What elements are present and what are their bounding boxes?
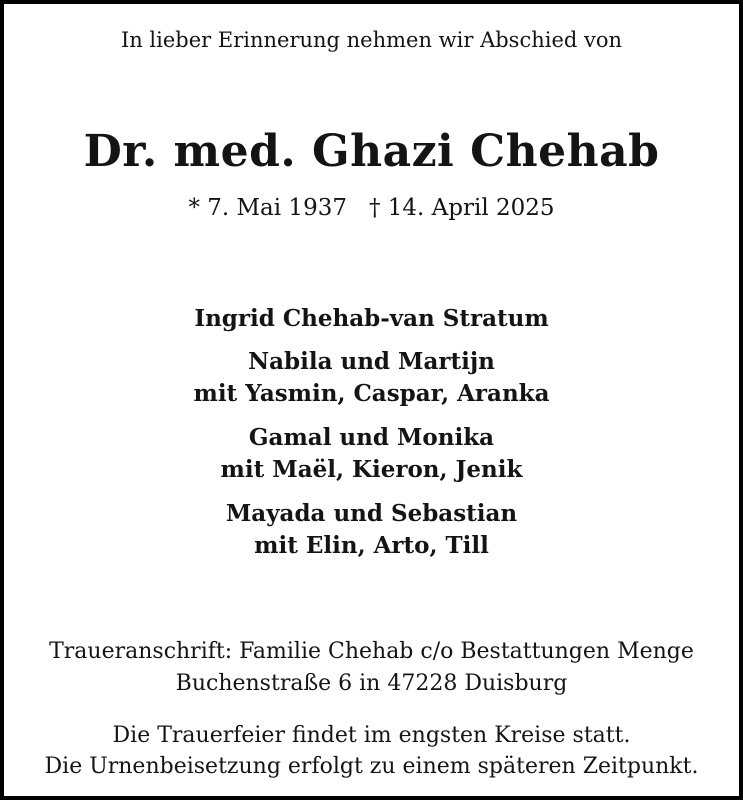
intro-text: In lieber Erinnerung nehmen wir Abschied von bbox=[120, 28, 623, 52]
mourning-address bbox=[4, 636, 739, 700]
funeral-info-line-2: Die Urnenbeisetzung erfolgt zu einem späteren Zeitpunkt. bbox=[44, 754, 699, 779]
family-group bbox=[4, 303, 739, 335]
intro-line bbox=[4, 27, 739, 53]
death-date: † 14. April 2025 bbox=[368, 195, 555, 221]
family-name-line: Ingrid Chehab-van Stratum bbox=[194, 305, 549, 332]
family-name-line: Mayada und Sebastian bbox=[225, 500, 518, 527]
mourning-address-line-2: Buchenstraße 6 in 47228 Duisburg bbox=[175, 671, 568, 696]
funeral-info-line-1: Die Trauerfeier findet im engsten Kreise statt. bbox=[112, 723, 631, 748]
deceased-name bbox=[4, 126, 739, 178]
family-group bbox=[4, 346, 739, 410]
funeral-info bbox=[4, 720, 739, 782]
family-group bbox=[4, 422, 739, 486]
family-name-line: Gamal und Monika bbox=[248, 424, 495, 451]
life-dates bbox=[4, 194, 739, 222]
family-children-line: mit Maël, Kieron, Jenik bbox=[220, 456, 523, 483]
family-children-line: mit Yasmin, Caspar, Aranka bbox=[193, 380, 550, 407]
family-children-line: mit Elin, Arto, Till bbox=[254, 532, 489, 559]
mourning-address-line-1: Traueranschrift: Familie Chehab c/o Bestattungen Menge bbox=[49, 639, 694, 664]
family-group bbox=[4, 498, 739, 562]
family-name-line: Nabila und Martijn bbox=[248, 348, 495, 375]
birth-date: * 7. Mai 1937 bbox=[188, 195, 347, 221]
deceased-name-text: Dr. med. Ghazi Chehab bbox=[83, 126, 660, 177]
